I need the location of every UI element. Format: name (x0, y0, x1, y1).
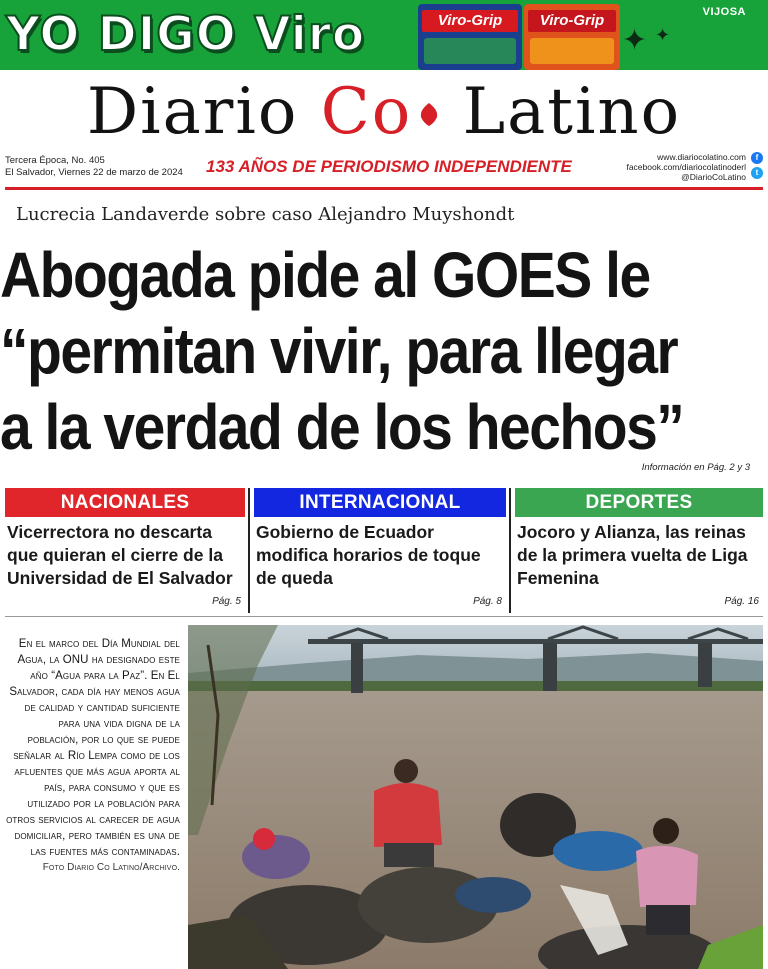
title-part-2: Co (320, 75, 413, 149)
photo-credit: Foto Diario Co Latino/Archivo. (42, 862, 180, 873)
newspaper-title (0, 72, 768, 152)
divider (5, 616, 763, 617)
section-headline: Gobierno de Ecuador modifica horarios de toque de queda (256, 522, 481, 588)
product-package-art (424, 38, 516, 64)
section-headline: Jocoro y Alianza, las reinas de la primera vuelta de Liga Femenina (517, 522, 748, 588)
headline-line-1: Abogada pide al GOES le (0, 239, 650, 312)
column-divider (248, 488, 250, 613)
sparkle-icon: ✦ (622, 24, 648, 57)
section-label: DEPORTES (515, 488, 763, 517)
headline-line-3: a la verdad de los hechos” (0, 391, 684, 464)
section-label: NACIONALES (5, 488, 245, 517)
section-page-ref: Pág. 16 (724, 596, 759, 607)
section-label: INTERNACIONAL (254, 488, 506, 517)
lead-page-reference: Información en Pág. 2 y 3 (641, 462, 750, 473)
lead-kicker: Lucrecia Landaverde sobre caso Alejandro Muyshondt (16, 204, 515, 225)
edition-date: El Salvador, Viernes 22 de marzo de 2024 (5, 167, 183, 178)
section-page-ref: Pág. 5 (212, 596, 241, 607)
section-headline: Vicerrectora no descarta que quieran el cierre de la Universidad de El Salvador (7, 522, 233, 588)
product-package-1 (418, 4, 522, 70)
photo-caption (6, 636, 180, 876)
caption-text: En el marco del Día Mundial del Agua, la ONU ha designado este año “Agua para la Paz”. En El Salvador, cada día hay menos agua de calidad y cantidad suficiente para una vida digna de la población, por lo que se puede señalar al Río Lempa como de los afluentes que más agua aporta al país, para consumo y que es utilizado por la población para otros servicios al carecer de agua domiciliar, pero también es una de las fuentes más contaminadas. (6, 638, 180, 858)
headline-line-2: “permitan vivir, para llegar (0, 315, 678, 388)
twitter-link[interactable]: @DiarioCoLatino (681, 172, 746, 182)
masthead (0, 72, 768, 154)
edition-info (5, 155, 183, 179)
section-deportes[interactable] (515, 488, 763, 613)
section-page-ref: Pág. 8 (473, 596, 502, 607)
river-photo[interactable] (188, 625, 763, 969)
river-photo-illustration (188, 625, 763, 969)
twitter-icon[interactable]: t (751, 167, 763, 179)
product-label-1: Viro-Grip (422, 10, 518, 32)
social-icons (751, 152, 765, 182)
title-part-1: Diario (86, 75, 321, 149)
product-package-art (530, 38, 614, 64)
facebook-link[interactable]: facebook.com/diariocolatinoderl (626, 162, 746, 172)
ad-slogan: YO DIGO Viro (6, 7, 366, 62)
eagle-logo-icon (418, 101, 440, 127)
section-nacionales[interactable] (5, 488, 245, 613)
masthead-slogan: 133 AÑOS DE PERIODISMO INDEPENDIENTE (206, 157, 572, 176)
ad-brand: VIJOSA (702, 6, 746, 18)
product-label-2: Viro-Grip (528, 10, 616, 32)
edition-number: Tercera Época, No. 405 (5, 155, 105, 166)
divider (5, 187, 763, 190)
advertisement-banner[interactable] (0, 0, 768, 70)
product-package-2 (524, 4, 620, 70)
column-divider (509, 488, 511, 613)
contact-info (626, 152, 746, 182)
sparkle-icon: ✦ (655, 25, 671, 45)
lead-headline[interactable] (0, 233, 768, 464)
title-part-3: Latino (440, 75, 682, 149)
website-link[interactable]: www.diariocolatino.com (657, 152, 746, 162)
facebook-icon[interactable]: f (751, 152, 763, 164)
section-internacional[interactable] (254, 488, 506, 613)
